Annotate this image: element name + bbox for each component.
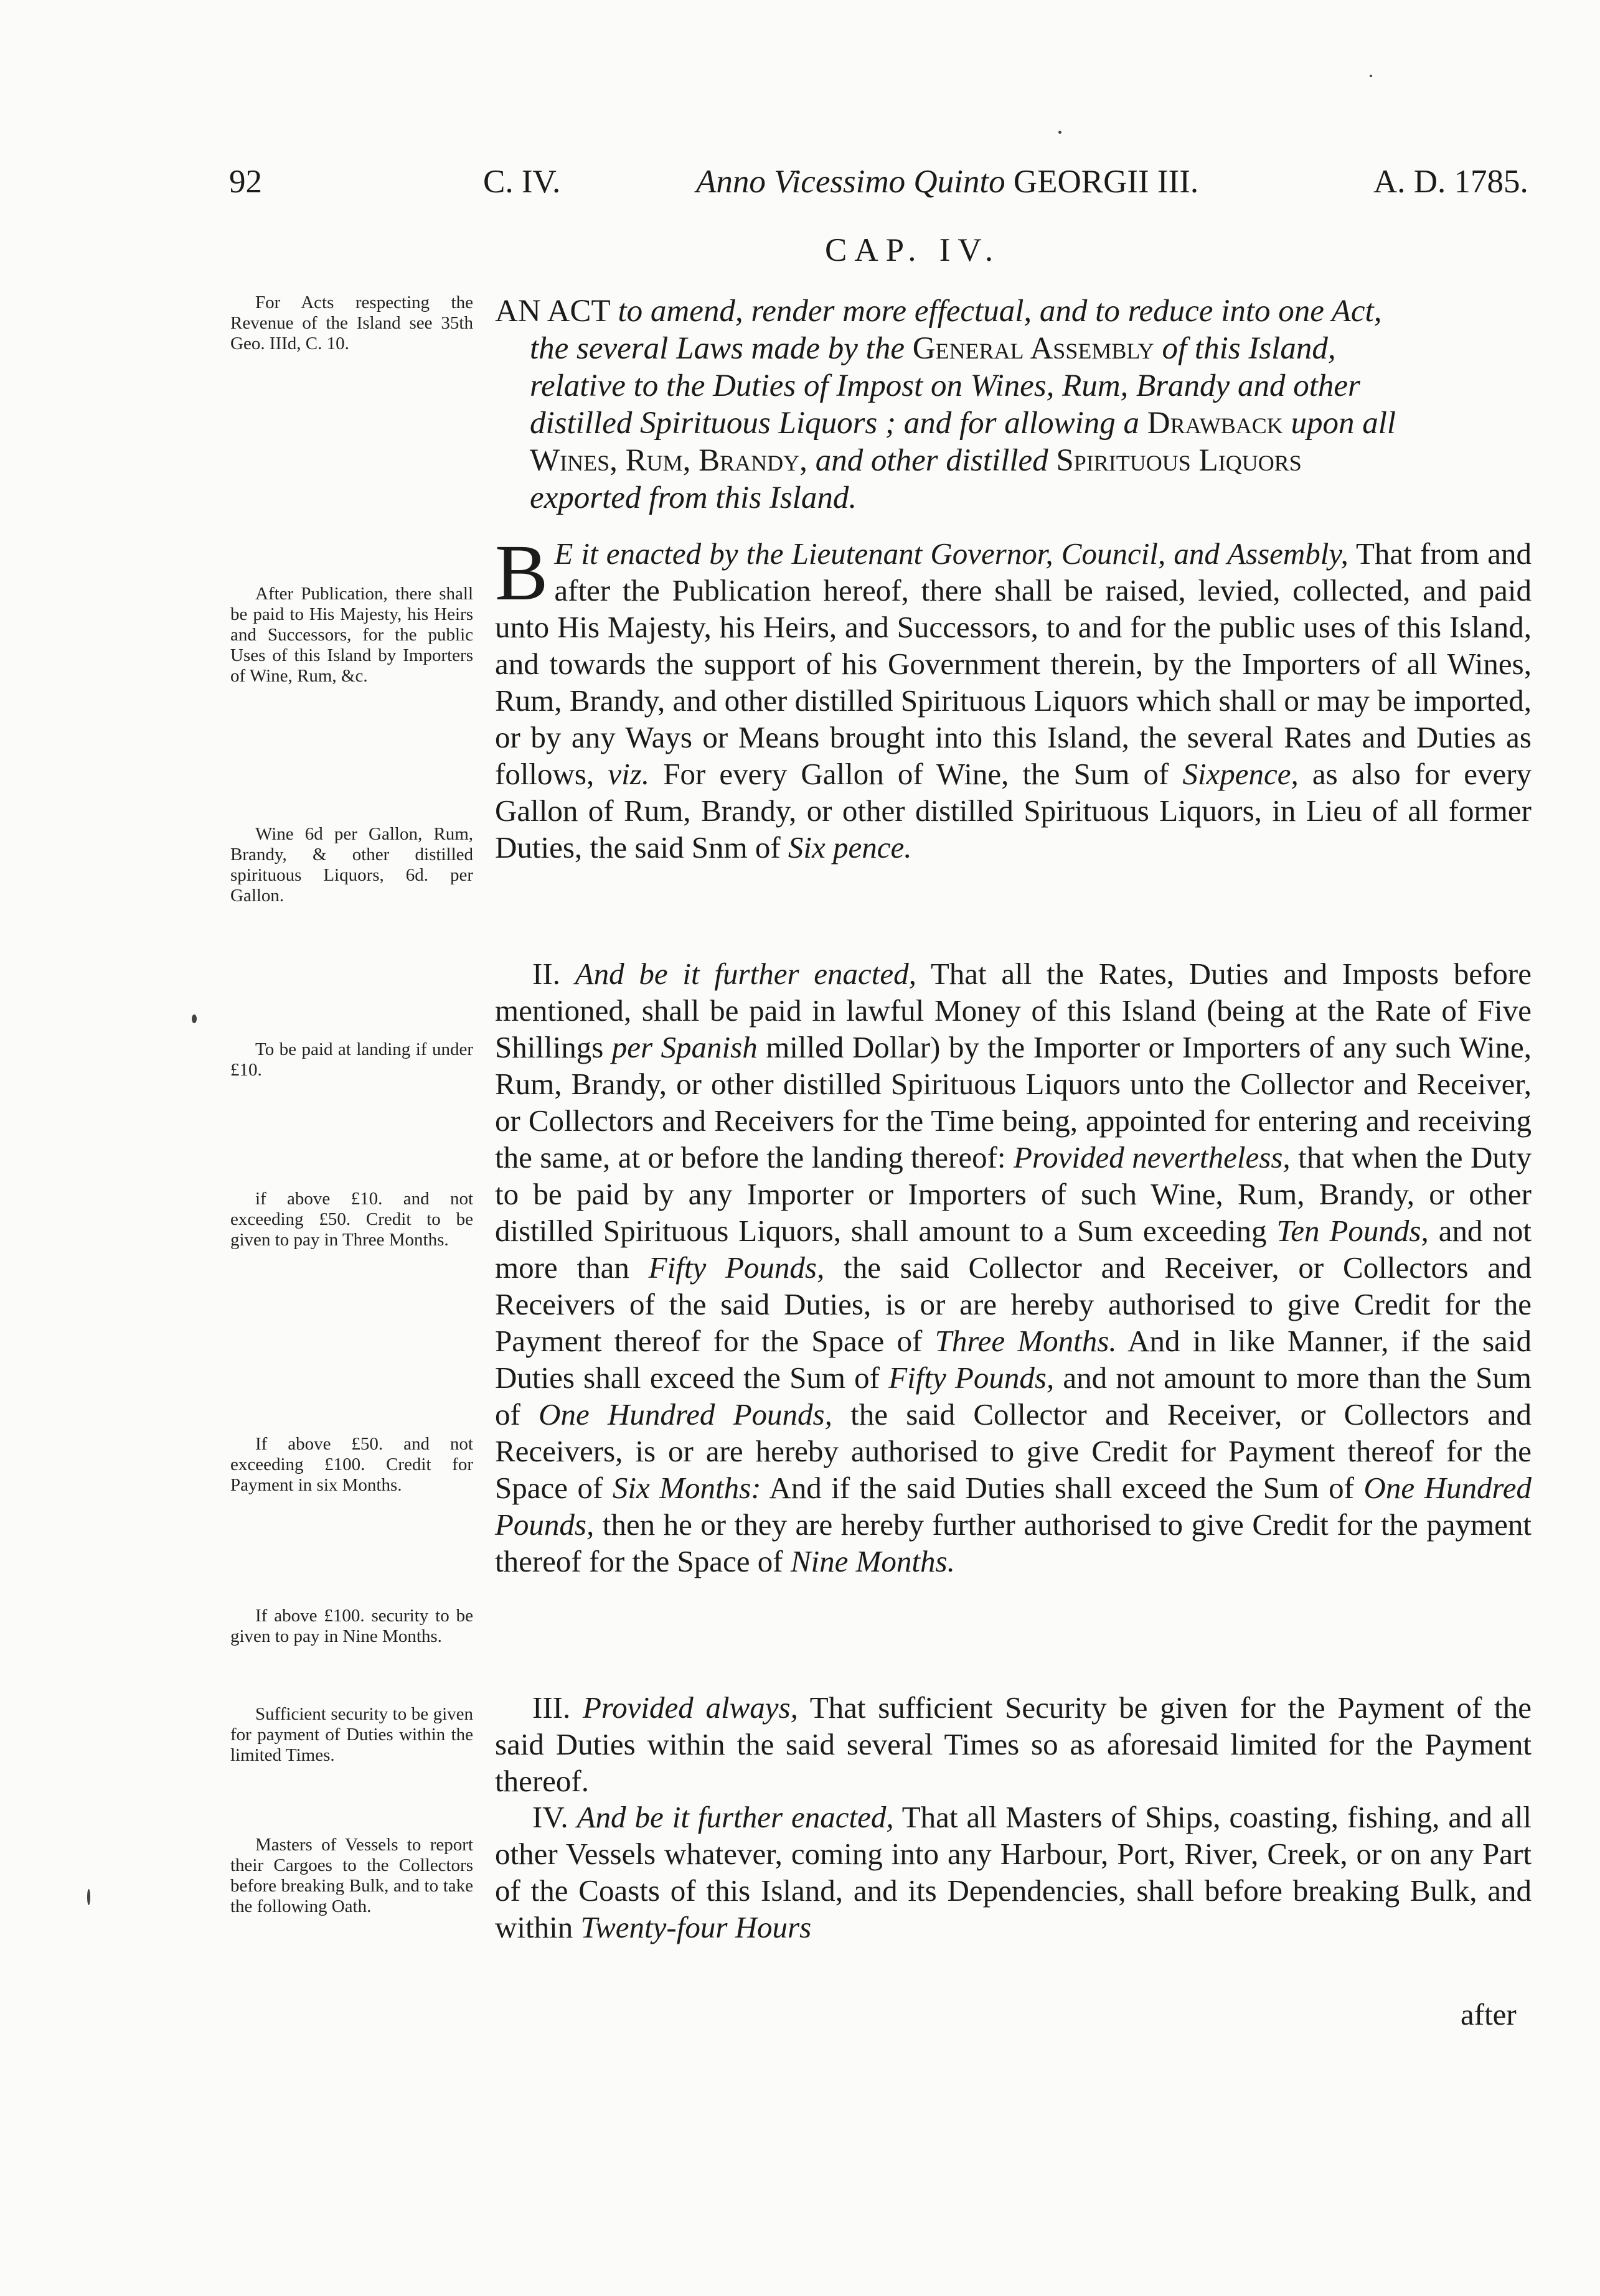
paragraph-3: [495, 1689, 1532, 1799]
paragraph-4: [495, 1799, 1532, 1946]
section-number: II.: [532, 957, 560, 991]
margin-note-text: Sufficient security to be given for payment of Duties within the limited Times.: [230, 1704, 473, 1765]
act-title-line: [495, 293, 1528, 330]
body-text-run: That from and after the Publication hereof, there shall be raised, levied, collected, and paid unto His Majesty, his Heirs, and Successors, to and for the public uses of this Island, and towards the support of his Government therein, by the Importers of all Wines, Rum, Brandy, and other distilled Spirituous Liquors which shall or may be imported, or by any Ways or Means brought into this Island, the several Rates and Duties as follows,: [495, 537, 1532, 791]
body-text-run: Six Months:: [612, 1471, 761, 1505]
ink-speck: [87, 1889, 90, 1905]
act-title-text: distilled Spirituous Liquors ; and for allowing a: [530, 406, 1140, 441]
act-title-line: [495, 367, 1528, 405]
body-text-run: viz.: [608, 757, 650, 791]
margin-note-text: To be paid at landing if under £10.: [230, 1039, 473, 1080]
paragraph-2: [495, 955, 1532, 1580]
margin-note-text: Wine 6d per Gallon, Rum, Brandy, & other distilled spirituous Liquors, 6d. per Gallon.: [230, 824, 473, 906]
body-text-run: That sufficient Security be given for the Payment of the said Duties within the said several Times so as aforesaid limited for the Payment thereof.: [495, 1690, 1532, 1798]
body-text-run: that when the Duty to be paid by any Importer or Importers of such Wine, Rum, Brandy, or other distilled Spirituous Liquors, shall amount to a Sum exceeding: [495, 1140, 1532, 1248]
body-text-run: Fifty Pounds,: [648, 1250, 825, 1285]
margin-note: [230, 1606, 473, 1647]
body-text-run: For every Gallon of Wine, the Sum of: [663, 757, 1169, 791]
margin-note: [230, 584, 473, 686]
body-text-run: And be it further enacted,: [576, 1800, 894, 1834]
act-title-line: [495, 442, 1528, 479]
body-text-run: Six pence.: [788, 830, 912, 865]
act-title-line: [495, 405, 1528, 442]
margin-note-text: if above £10. and not exceeding £50. Credit to be given to pay in Three Months.: [230, 1189, 473, 1250]
body-text-run: One Hundred Pounds,: [539, 1397, 832, 1431]
ink-speck: [192, 1014, 197, 1023]
body-text-run: Provided nevertheless,: [1013, 1140, 1291, 1174]
margin-note: [230, 1039, 473, 1080]
year-label: A. D. 1785.: [1373, 164, 1528, 200]
margin-note: [230, 1835, 473, 1917]
body-text-run: milled Dollar) by the Importer or Importers of any such Wine, Rum, Brandy, or other distilled Spirituous Liquors unto the Collector and Receiver, or Collectors and Receivers for the Time being, appointed for entering and receiving the same, at or before the landing thereof:: [495, 1030, 1532, 1174]
body-text-run: That all Masters of Ships, coasting, fishing, and all other Vessels whatever, coming into any Harbour, Port, River, Creek, or on any Part of the Coasts of this Island, and its Dependencies, shall before breaking Bulk, and within: [495, 1800, 1532, 1944]
act-title-text: Spirituous Liquors: [1056, 443, 1302, 478]
margin-note-text: After Publication, there shall be paid to His Majesty, his Heirs and Successors, for the public Uses of this Island by Importers of Wine, Rum, &c.: [230, 584, 473, 686]
margin-note-text: For Acts respecting the Revenue of the Island see 35th Geo. IIId, C. 10.: [230, 293, 473, 354]
running-title-king: GEORGII III.: [1013, 164, 1199, 200]
act-title-text: to amend, render more effectual, and to reduce into one Act,: [618, 294, 1382, 329]
body-text-run: per Spanish: [611, 1030, 758, 1064]
body-text-run: And be it further enacted,: [575, 957, 916, 991]
margin-note: [230, 1704, 473, 1766]
body-text-run: Provided always,: [582, 1690, 798, 1725]
act-title-text: upon all: [1291, 406, 1396, 441]
margin-note: [230, 1189, 473, 1250]
cap-heading: CAP. IV.: [825, 232, 1001, 268]
section-number: IV.: [532, 1800, 568, 1834]
act-title-text: General Assembly: [912, 331, 1154, 366]
act-title-text: relative to the Duties of Impost on Wines, Rum, Brandy and other: [530, 368, 1360, 403]
margin-note: [230, 1434, 473, 1496]
act-title-line: [495, 479, 1528, 517]
body-text-run: and not more than: [495, 1214, 1532, 1285]
body-text-run: Ten Pounds,: [1276, 1214, 1429, 1248]
body-text-run: Fifty Pounds,: [888, 1361, 1055, 1395]
margin-note-text: If above £100. security to be given to pay in Nine Months.: [230, 1606, 473, 1646]
body-text-run: then he or they are hereby further authorised to give Credit for the payment thereof for the Space of: [495, 1507, 1532, 1578]
body-text-run: the said Collector and Receiver, or Collectors and Receivers of the said Duties, is or are hereby authorised to give Credit for the Payment thereof for the Space of: [495, 1250, 1532, 1358]
act-title-text: Wines, Rum, Brandy,: [530, 443, 807, 478]
catchword: after: [1461, 1997, 1517, 2031]
section-number: III.: [532, 1690, 571, 1725]
act-title: [495, 293, 1528, 517]
margin-note-text: If above £50. and not exceeding £100. Credit for Payment in six Months.: [230, 1434, 473, 1495]
running-title-italic: Anno Vicessimo Quinto: [696, 164, 1005, 200]
body-text-run: And in like Manner, if the said Duties shall exceed the Sum of: [495, 1324, 1532, 1395]
margin-note-text: Masters of Vessels to report their Cargoes to the Collectors before breaking Bulk, and to take the following Oath.: [230, 1835, 473, 1916]
act-title-text: Drawback: [1147, 406, 1283, 441]
body-text-run: One Hundred Pounds,: [495, 1471, 1532, 1542]
act-title-text: of this Island,: [1162, 331, 1336, 366]
body-text-run: Twenty-four Hours: [580, 1910, 812, 1944]
body-text-run: Three Months.: [934, 1324, 1117, 1358]
margin-note: [230, 293, 473, 354]
body-text-run: And if the said Duties shall exceed the Sum of: [769, 1471, 1354, 1505]
act-title-line: [495, 330, 1528, 367]
running-title: [696, 163, 1198, 200]
page-number: 92: [229, 164, 262, 200]
running-head: [0, 163, 1600, 213]
ink-speck: [1058, 131, 1061, 134]
act-title-text: and other distilled: [815, 443, 1048, 478]
ink-speck: [1370, 75, 1372, 77]
body-text-run: That all the Rates, Duties and Imposts before mentioned, shall be paid in lawful Money of this Island (being at the Rate of Five Shillings: [495, 957, 1532, 1064]
act-title-text: exported from this Island.: [530, 480, 857, 515]
body-text-run: the said Collector and Receiver, or Collectors and Receivers, is or are hereby authorised to give Credit for Payment thereof for the Space of: [495, 1397, 1532, 1505]
body-text-run: and not amount to more than the Sum of: [495, 1361, 1532, 1431]
enacting-clause: E it enacted by the Lieutenant Governor, Council, and Assembly,: [554, 537, 1348, 571]
act-title-text: the several Laws made by the: [530, 331, 905, 366]
body-text-run: Nine Months.: [790, 1544, 955, 1578]
drop-cap: B: [495, 528, 548, 617]
paragraph-1: [495, 528, 1532, 866]
margin-note: [230, 824, 473, 906]
act-title-lead: AN ACT: [495, 294, 610, 329]
body-text-run: Sixpence,: [1182, 757, 1299, 791]
chapter-label: C. IV.: [483, 164, 561, 200]
body-text-run: as also for every Gallon of Rum, Brandy, or other distilled Spirituous Liquors, in Lieu of all former Duties, the said Snm of: [495, 757, 1532, 865]
